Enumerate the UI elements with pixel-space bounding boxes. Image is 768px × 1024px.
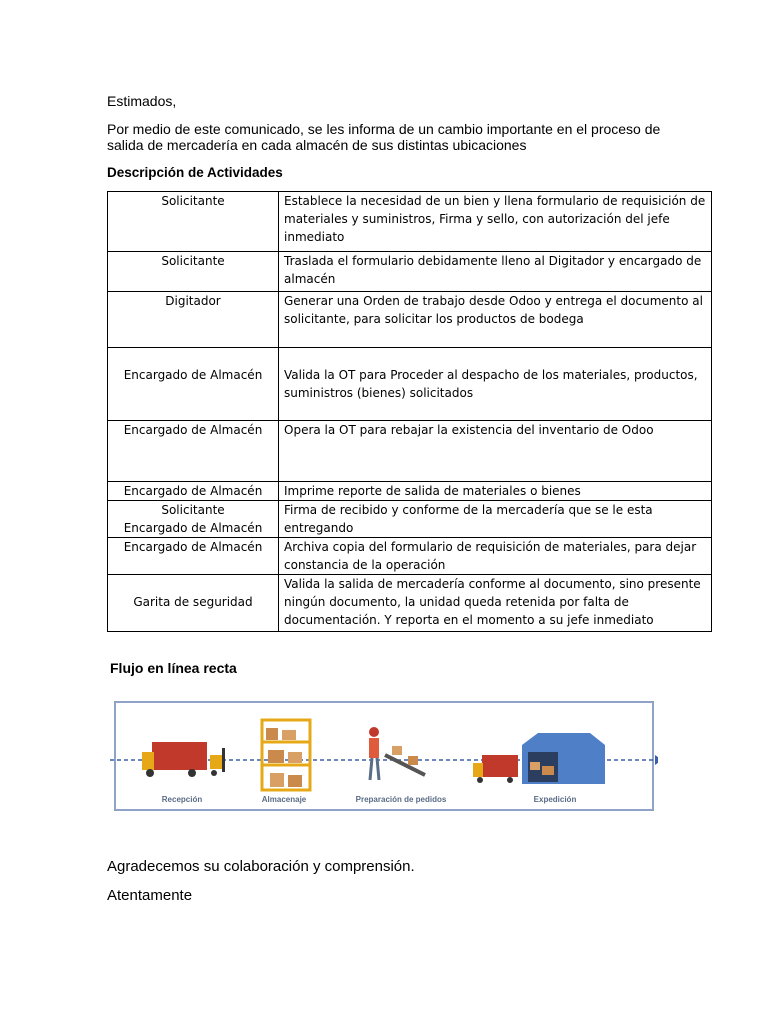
activity-description: Archiva copia del formulario de requisición de materiales, para dejar constancia de la operación (279, 538, 712, 575)
activity-row (108, 538, 712, 575)
activity-role (108, 421, 279, 482)
role-name: Encargado de Almacén (123, 521, 263, 535)
activity-row (108, 482, 712, 501)
activity-role (108, 192, 279, 252)
activity-description: Valida la salida de mercadería conforme al documento, sino presente ningún documento, la unidad queda retenida por falta de documentación. Y reporta en el momento a su jefe inmediato (279, 575, 712, 632)
role-name: Garita de seguridad (133, 595, 253, 609)
activity-role (108, 538, 279, 575)
role-name: Solicitante (161, 254, 225, 268)
intro-line-1: Por medio de este comunicado, se les informa de un cambio importante en el proceso de (107, 121, 661, 137)
activity-description: Valida la OT para Proceder al despacho de los materiales, productos, suministros (bienes) solicitados (279, 348, 712, 421)
activity-description: Establece la necesidad de un bien y llena formulario de requisición de materiales y suministros, Firma y sello, con autorización del jefe inmediato (279, 192, 712, 252)
activity-row (108, 575, 712, 632)
activity-description: Imprime reporte de salida de materiales o bienes (279, 482, 712, 501)
activity-row (108, 252, 712, 292)
activity-role (108, 348, 279, 421)
activity-row (108, 292, 712, 348)
section-title: Descripción de Actividades (107, 165, 283, 180)
role-name: Encargado de Almacén (123, 368, 263, 382)
activity-row (108, 192, 712, 252)
activity-row (108, 421, 712, 482)
role-name: Solicitante (161, 503, 225, 517)
activity-description: Generar una Orden de trabajo desde Odoo y entrega el documento al solicitante, para solicitar los productos de bodega (279, 292, 712, 348)
stage-label: Recepción (161, 795, 203, 804)
activities-table (107, 191, 712, 632)
activity-role (108, 252, 279, 292)
activity-description: Firma de recibido y conforme de la mercadería que se le esta entregando (279, 501, 712, 538)
flow-arrowhead (655, 755, 658, 765)
role-name: Encargado de Almacén (123, 540, 263, 554)
activity-role (108, 482, 279, 501)
activity-description: Opera la OT para rebajar la existencia del inventario de Odoo (279, 421, 712, 482)
role-name: Solicitante (161, 194, 225, 208)
stage-label: Almacenaje (261, 795, 307, 804)
flow-title: Flujo en línea recta (110, 660, 237, 676)
stage-label: Expedición (533, 795, 577, 804)
role-name: Encargado de Almacén (123, 484, 263, 498)
thanks-text: Agradecemos su colaboración y comprensión. (107, 858, 415, 875)
stage-label: Preparación de pedidos (355, 795, 447, 804)
activity-role (108, 575, 279, 632)
activity-row (108, 501, 712, 538)
activity-description: Traslada el formulario debidamente lleno al Digitador y encargado de almacén (279, 252, 712, 292)
role-name: Digitador (165, 294, 221, 308)
closing-text: Atentamente (107, 887, 193, 904)
activity-row (108, 348, 712, 421)
activity-role (108, 292, 279, 348)
flow-diagram (110, 700, 658, 812)
role-name: Encargado de Almacén (123, 423, 263, 437)
activity-role (108, 501, 279, 538)
greeting: Estimados, (107, 93, 177, 109)
intro-line-2: salida de mercadería en cada almacén de sus distintas ubicaciones (107, 137, 527, 153)
